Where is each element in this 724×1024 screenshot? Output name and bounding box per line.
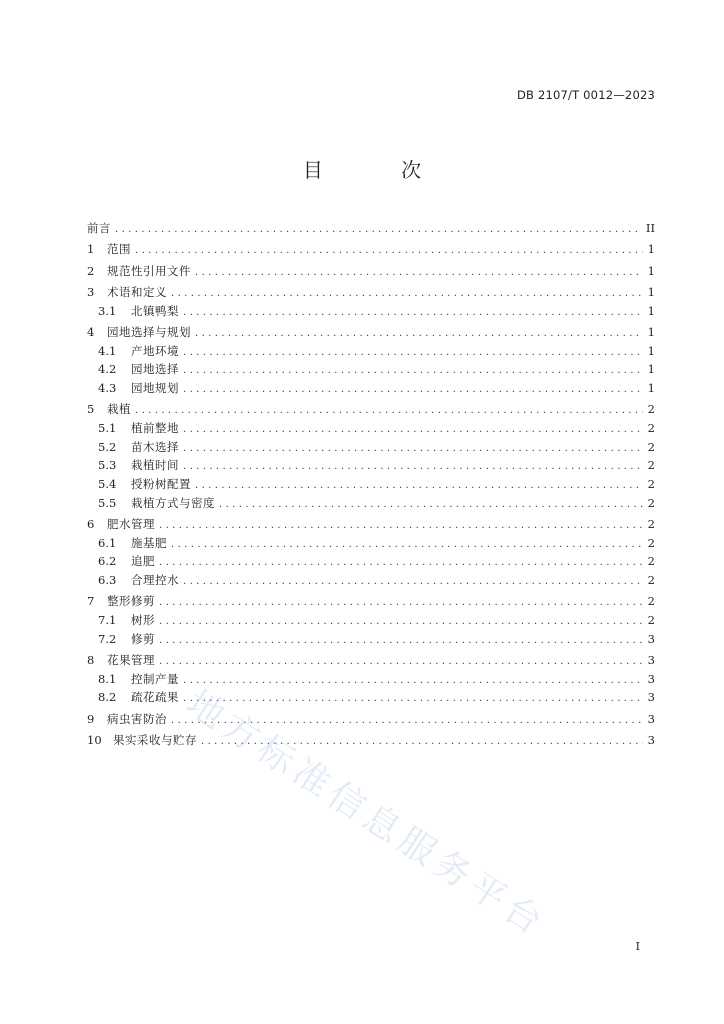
toc-entry-number: 5 [87, 402, 95, 417]
toc-leader-dots [159, 632, 643, 651]
toc-entry-page: 3 [647, 711, 655, 726]
toc-leader-dots [159, 653, 643, 672]
toc-entry-label: 园地选择与规划 [107, 324, 191, 339]
toc-entry-number: 7 [87, 594, 95, 609]
toc-entry-page: 3 [647, 671, 655, 686]
toc-entry[interactable] [87, 494, 655, 513]
toc-entry-number: 9 [87, 711, 95, 726]
toc-entry-page: 2 [647, 572, 655, 587]
toc-entry-label: 树形 [131, 612, 155, 627]
toc-entry-label: 合理控水 [131, 572, 179, 587]
toc-entry-page: 1 [647, 263, 655, 278]
table-of-contents [87, 219, 655, 750]
toc-entry-number: 4.2 [98, 362, 117, 377]
toc-entry-number: 6 [87, 516, 95, 531]
toc-leader-dots [159, 613, 643, 632]
toc-entry[interactable] [87, 710, 655, 729]
toc-leader-dots [183, 458, 643, 477]
toc-entry[interactable] [87, 611, 655, 630]
toc-entry-page: 3 [647, 732, 655, 747]
toc-entry[interactable] [87, 419, 655, 438]
toc-entry-label: 病虫害防治 [107, 711, 167, 726]
toc-entry-number: 4.3 [98, 380, 117, 395]
toc-leader-dots [115, 221, 642, 240]
toc-entry-page: II [645, 221, 655, 235]
toc-entry[interactable] [87, 456, 655, 475]
toc-entry-number: 3.1 [98, 303, 117, 318]
toc-entry[interactable] [87, 571, 655, 590]
toc-entry-label: 果实采收与贮存 [113, 732, 197, 747]
toc-entry[interactable] [87, 731, 655, 750]
toc-entry-label: 肥水管理 [107, 516, 155, 531]
toc-entry-number: 5.2 [98, 439, 117, 454]
toc-entry[interactable] [87, 534, 655, 553]
toc-entry-page: 2 [647, 594, 655, 609]
toc-leader-dots [159, 517, 643, 536]
toc-entry-label: 授粉树配置 [131, 476, 191, 491]
toc-leader-dots [183, 362, 643, 381]
toc-entry[interactable] [87, 688, 655, 707]
toc-entry-page: 1 [647, 242, 655, 257]
toc-entry-label: 整形修剪 [107, 594, 155, 609]
toc-entry-label: 园地规划 [131, 380, 179, 395]
toc-entry-label: 范围 [107, 242, 131, 257]
toc-entry-page: 3 [647, 652, 655, 667]
toc-entry[interactable] [87, 515, 655, 534]
toc-entry-number: 3 [87, 284, 95, 299]
toc-leader-dots [159, 554, 643, 573]
toc-entry-page: 2 [647, 439, 655, 454]
toc-leader-dots [171, 285, 643, 304]
toc-entry-number: 8.2 [98, 690, 117, 705]
toc-entry-page: 2 [647, 402, 655, 417]
toc-entry-label: 施基肥 [131, 535, 167, 550]
toc-entry-page: 2 [647, 535, 655, 550]
toc-entry-page: 2 [647, 554, 655, 569]
toc-leader-dots [183, 573, 643, 592]
toc-entry-label: 修剪 [131, 631, 155, 646]
toc-entry[interactable] [87, 651, 655, 670]
toc-entry-number: 5.4 [98, 476, 117, 491]
toc-entry-number: 5.3 [98, 458, 117, 473]
toc-entry-number: 1 [87, 242, 95, 257]
toc-entry-number: 7.2 [98, 631, 117, 646]
toc-entry-number: 6.1 [98, 535, 117, 550]
toc-leader-dots [183, 440, 643, 459]
toc-entry-label: 植前整地 [131, 420, 179, 435]
toc-entry-label: 北镇鸭梨 [131, 303, 179, 318]
toc-leader-dots [183, 344, 643, 363]
toc-entry-label: 栽植时间 [131, 458, 179, 473]
toc-entry-page: 2 [647, 495, 655, 510]
toc-entry[interactable] [87, 592, 655, 611]
toc-entry-number: 7.1 [98, 612, 117, 627]
toc-entry-label: 产地环境 [131, 343, 179, 358]
toc-title: 目 次 [302, 158, 458, 182]
toc-entry[interactable] [87, 262, 655, 281]
toc-entry-number: 6.2 [98, 554, 117, 569]
document-code: DB 2107/T 0012—2023 [516, 88, 655, 102]
toc-entry-label: 园地选择 [131, 362, 179, 377]
toc-leader-dots [171, 536, 643, 555]
toc-entry[interactable] [87, 400, 655, 419]
toc-leader-dots [219, 496, 643, 515]
toc-leader-dots [183, 672, 643, 691]
toc-entry-page: 2 [647, 516, 655, 531]
toc-entry-page: 2 [647, 476, 655, 491]
page-number: I [635, 940, 640, 953]
toc-entry[interactable] [87, 360, 655, 379]
toc-entry[interactable] [87, 379, 655, 398]
toc-entry-number: 4 [87, 324, 95, 339]
toc-entry-label: 疏花疏果 [131, 690, 179, 705]
toc-entry-page: 1 [647, 380, 655, 395]
toc-entry-number: 8.1 [98, 671, 117, 686]
toc-entry-page: 2 [647, 420, 655, 435]
toc-leader-dots [135, 402, 643, 421]
toc-entry-label: 追肥 [131, 554, 155, 569]
toc-entry[interactable] [87, 240, 655, 259]
watermark: 地方标准信息服务平台 [179, 682, 554, 946]
toc-entry-page: 2 [647, 612, 655, 627]
toc-entry-page: 1 [647, 284, 655, 299]
toc-leader-dots [195, 477, 643, 496]
toc-entry[interactable] [87, 475, 655, 494]
toc-entry[interactable] [87, 323, 655, 342]
toc-entry-number: 2 [87, 263, 95, 278]
toc-entry-page: 1 [647, 343, 655, 358]
toc-entry-label: 苗木选择 [131, 439, 179, 454]
toc-entry-label: 控制产量 [131, 671, 179, 686]
toc-entry[interactable] [87, 552, 655, 571]
toc-entry[interactable] [87, 219, 655, 238]
toc-entry[interactable] [87, 438, 655, 457]
toc-entry-label: 规范性引用文件 [107, 263, 191, 278]
toc-entry-page: 1 [647, 303, 655, 318]
toc-entry[interactable] [87, 283, 655, 302]
toc-leader-dots [183, 421, 643, 440]
toc-entry-page: 1 [647, 362, 655, 377]
toc-entry-page: 2 [647, 458, 655, 473]
toc-leader-dots [159, 594, 643, 613]
toc-entry-number: 4.1 [98, 343, 117, 358]
toc-leader-dots [183, 304, 643, 323]
toc-entry[interactable] [87, 630, 655, 649]
toc-leader-dots [195, 325, 643, 344]
toc-entry-number: 10 [87, 732, 102, 747]
toc-entry-number: 5.1 [98, 420, 117, 435]
toc-entry-number: 8 [87, 652, 95, 667]
toc-entry-page: 3 [647, 690, 655, 705]
toc-entry-number: 5.5 [98, 495, 117, 510]
toc-leader-dots [195, 264, 643, 283]
toc-entry-label: 术语和定义 [107, 284, 167, 299]
toc-entry-page: 3 [647, 631, 655, 646]
toc-entry-page: 1 [647, 324, 655, 339]
toc-leader-dots [135, 242, 643, 261]
toc-leader-dots [183, 381, 643, 400]
toc-entry-label: 花果管理 [107, 652, 155, 667]
toc-entry[interactable] [87, 342, 655, 361]
toc-entry-label: 前言 [87, 221, 111, 235]
toc-entry-number: 6.3 [98, 572, 117, 587]
toc-entry-label: 栽植 [107, 402, 131, 417]
toc-entry[interactable] [87, 302, 655, 321]
toc-entry[interactable] [87, 670, 655, 689]
toc-entry-label: 栽植方式与密度 [131, 495, 215, 510]
